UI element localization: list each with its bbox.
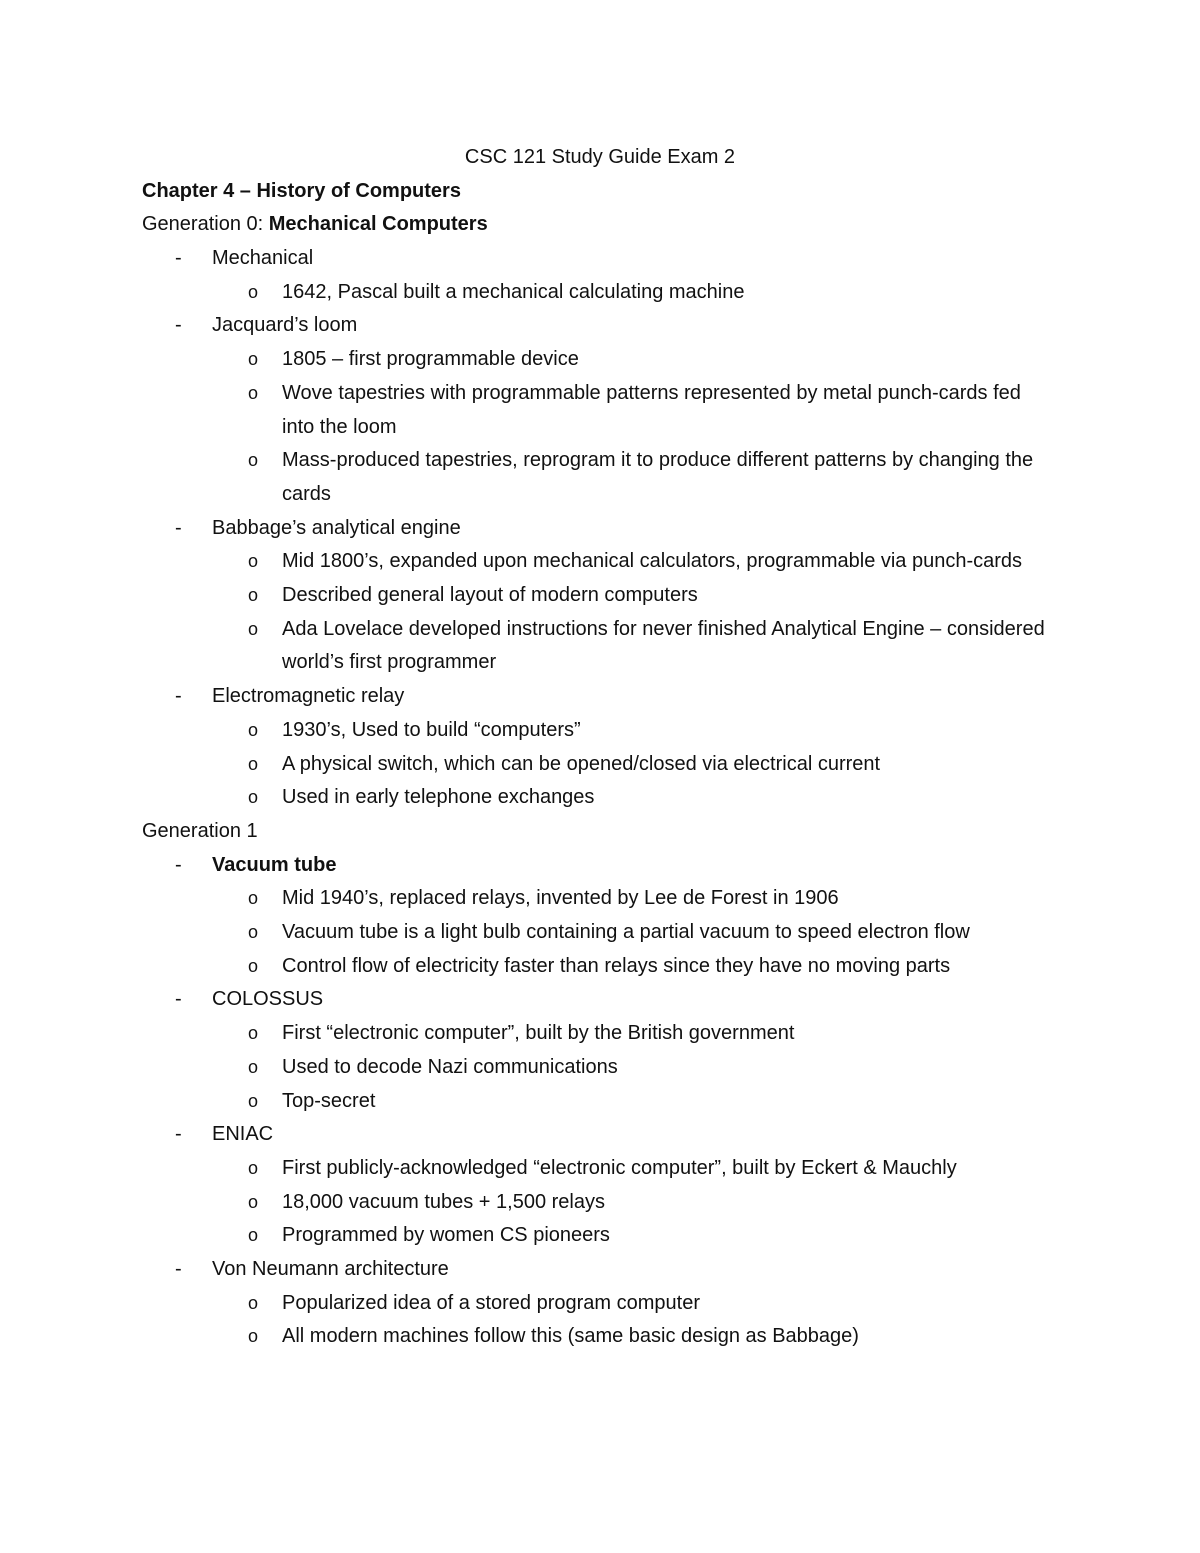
sub-bullet-text: Vacuum tube is a light bulb containing a partial vacuum to speed electron flow — [282, 921, 970, 944]
dash-marker: - — [175, 1123, 182, 1146]
sub-bullet-text: 1805 – first programmable device — [282, 348, 579, 371]
sub-bullet-text: Mass-produced tapestries, reprogram it to produce different patterns by changing the cards — [282, 449, 1034, 505]
circle-marker: o — [248, 1326, 259, 1347]
sub-bullet-text: Mid 1800’s, expanded upon mechanical calculators, programmable via punch-cards — [282, 550, 1023, 573]
circle-marker: o — [248, 1023, 259, 1044]
bullet-item — [142, 680, 1062, 714]
bullet-label: Jacquard’s loom — [212, 314, 358, 337]
circle-marker: o — [248, 349, 259, 370]
sub-bullet-text: Described general layout of modern computers — [282, 584, 698, 607]
circle-marker: o — [248, 1191, 259, 1212]
bullet-item — [142, 983, 1062, 1017]
bullet-label: ENIAC — [212, 1123, 274, 1146]
sub-bullet-item — [142, 1320, 1057, 1354]
bullet-label: Electromagnetic relay — [212, 685, 405, 708]
document-title: CSC 121 Study Guide Exam 2 — [464, 146, 736, 168]
sub-bullet-text: Popularized idea of a stored program computer — [282, 1291, 701, 1314]
sub-bullet-item — [142, 545, 1057, 579]
bullet-item — [142, 512, 1062, 546]
bullet-item — [142, 1253, 1062, 1287]
sub-bullet-text: First publicly-acknowledged “electronic computer”, built by Eckert & Mauchly — [282, 1156, 957, 1179]
sub-bullet-item — [142, 276, 1057, 310]
sub-bullet-item — [142, 1219, 1057, 1253]
sub-bullet-text: Control flow of electricity faster than relays since they have no moving parts — [282, 954, 951, 977]
circle-marker: o — [248, 1292, 259, 1313]
dash-marker: - — [175, 247, 182, 270]
bullet-label: Mechanical — [212, 247, 314, 270]
bullet-item — [142, 242, 1062, 276]
sub-bullet-item — [142, 1017, 1057, 1051]
sub-bullet-item — [142, 1051, 1057, 1085]
generation-heading — [142, 208, 1062, 242]
sub-bullet-text: 1930’s, Used to build “computers” — [282, 718, 581, 741]
circle-marker: o — [248, 787, 259, 808]
sub-bullet-text: Used to decode Nazi communications — [282, 1055, 618, 1078]
sub-bullet-text: Wove tapestries with programmable patterns represented by metal punch-cards fed into the loom — [282, 381, 1021, 438]
circle-marker: o — [248, 1157, 259, 1178]
generation-heading-bold: Mechanical Computers — [268, 213, 488, 236]
bullet-item — [142, 309, 1062, 343]
sub-bullet-text: 18,000 vacuum tubes + 1,500 relays — [282, 1190, 605, 1213]
sub-bullet-item — [142, 444, 1057, 511]
bullet-item — [142, 849, 1062, 883]
sub-bullet-item — [142, 1085, 1057, 1119]
sub-bullet-text: Top-secret — [282, 1089, 376, 1112]
dash-marker: - — [175, 853, 182, 876]
sub-bullet-item — [142, 377, 1057, 444]
circle-marker: o — [248, 551, 259, 572]
circle-marker: o — [248, 719, 259, 740]
sub-bullet-item — [142, 579, 1057, 613]
circle-marker: o — [248, 888, 259, 909]
circle-marker: o — [248, 618, 259, 639]
sub-bullet-item — [142, 613, 1057, 680]
dash-marker: - — [175, 314, 182, 337]
circle-marker: o — [248, 585, 259, 606]
bullet-item — [142, 1118, 1062, 1152]
generation-heading-prefix: Generation 1 — [142, 819, 258, 842]
sub-bullet-text: Mid 1940’s, replaced relays, invented by Lee de Forest in 1906 — [282, 887, 839, 910]
sub-bullet-text: Programmed by women CS pioneers — [282, 1224, 610, 1247]
sub-bullet-item — [142, 916, 1057, 950]
bullet-label: Von Neumann architecture — [212, 1258, 449, 1281]
circle-marker: o — [248, 1225, 259, 1246]
bullet-label: Babbage’s analytical engine — [212, 516, 461, 539]
circle-marker: o — [248, 382, 259, 403]
sub-bullet-text: First “electronic computer”, built by the British government — [282, 1022, 795, 1045]
dash-marker: - — [175, 516, 182, 539]
dash-marker: - — [175, 1258, 182, 1281]
document-page — [142, 141, 1062, 1354]
sub-bullet-item — [142, 781, 1057, 815]
sub-bullet-item — [142, 1152, 1057, 1186]
sub-bullet-text: Used in early telephone exchanges — [282, 786, 595, 809]
chapter-heading: Chapter 4 – History of Computers — [142, 179, 461, 202]
circle-marker: o — [248, 922, 259, 943]
circle-marker: o — [248, 753, 259, 774]
sub-bullet-text: All modern machines follow this (same basic design as Babbage) — [282, 1325, 859, 1348]
generation-heading-prefix: Generation 0: — [142, 213, 269, 236]
sub-bullet-text: Ada Lovelace developed instructions for never finished Analytical Engine – considered world’s first programmer — [282, 617, 1045, 674]
sub-bullet-item — [142, 343, 1057, 377]
circle-marker: o — [248, 955, 259, 976]
sub-bullet-item — [142, 1186, 1057, 1220]
circle-marker: o — [248, 1056, 259, 1077]
circle-marker: o — [248, 450, 259, 471]
sub-bullet-item — [142, 950, 1057, 984]
sub-bullet-text: A physical switch, which can be opened/closed via electrical current — [282, 752, 881, 775]
sub-bullet-item — [142, 882, 1057, 916]
circle-marker: o — [248, 281, 259, 302]
bullet-label: COLOSSUS — [212, 988, 324, 1011]
document-body — [142, 208, 1062, 1354]
dash-marker: - — [175, 685, 182, 708]
circle-marker: o — [248, 1090, 259, 1111]
generation-heading — [142, 815, 1062, 849]
sub-bullet-item — [142, 1287, 1057, 1321]
sub-bullet-item — [142, 748, 1057, 782]
sub-bullet-item — [142, 714, 1057, 748]
sub-bullet-text: 1642, Pascal built a mechanical calculating machine — [282, 280, 745, 303]
bullet-label: Vacuum tube — [212, 853, 337, 876]
dash-marker: - — [175, 988, 182, 1011]
